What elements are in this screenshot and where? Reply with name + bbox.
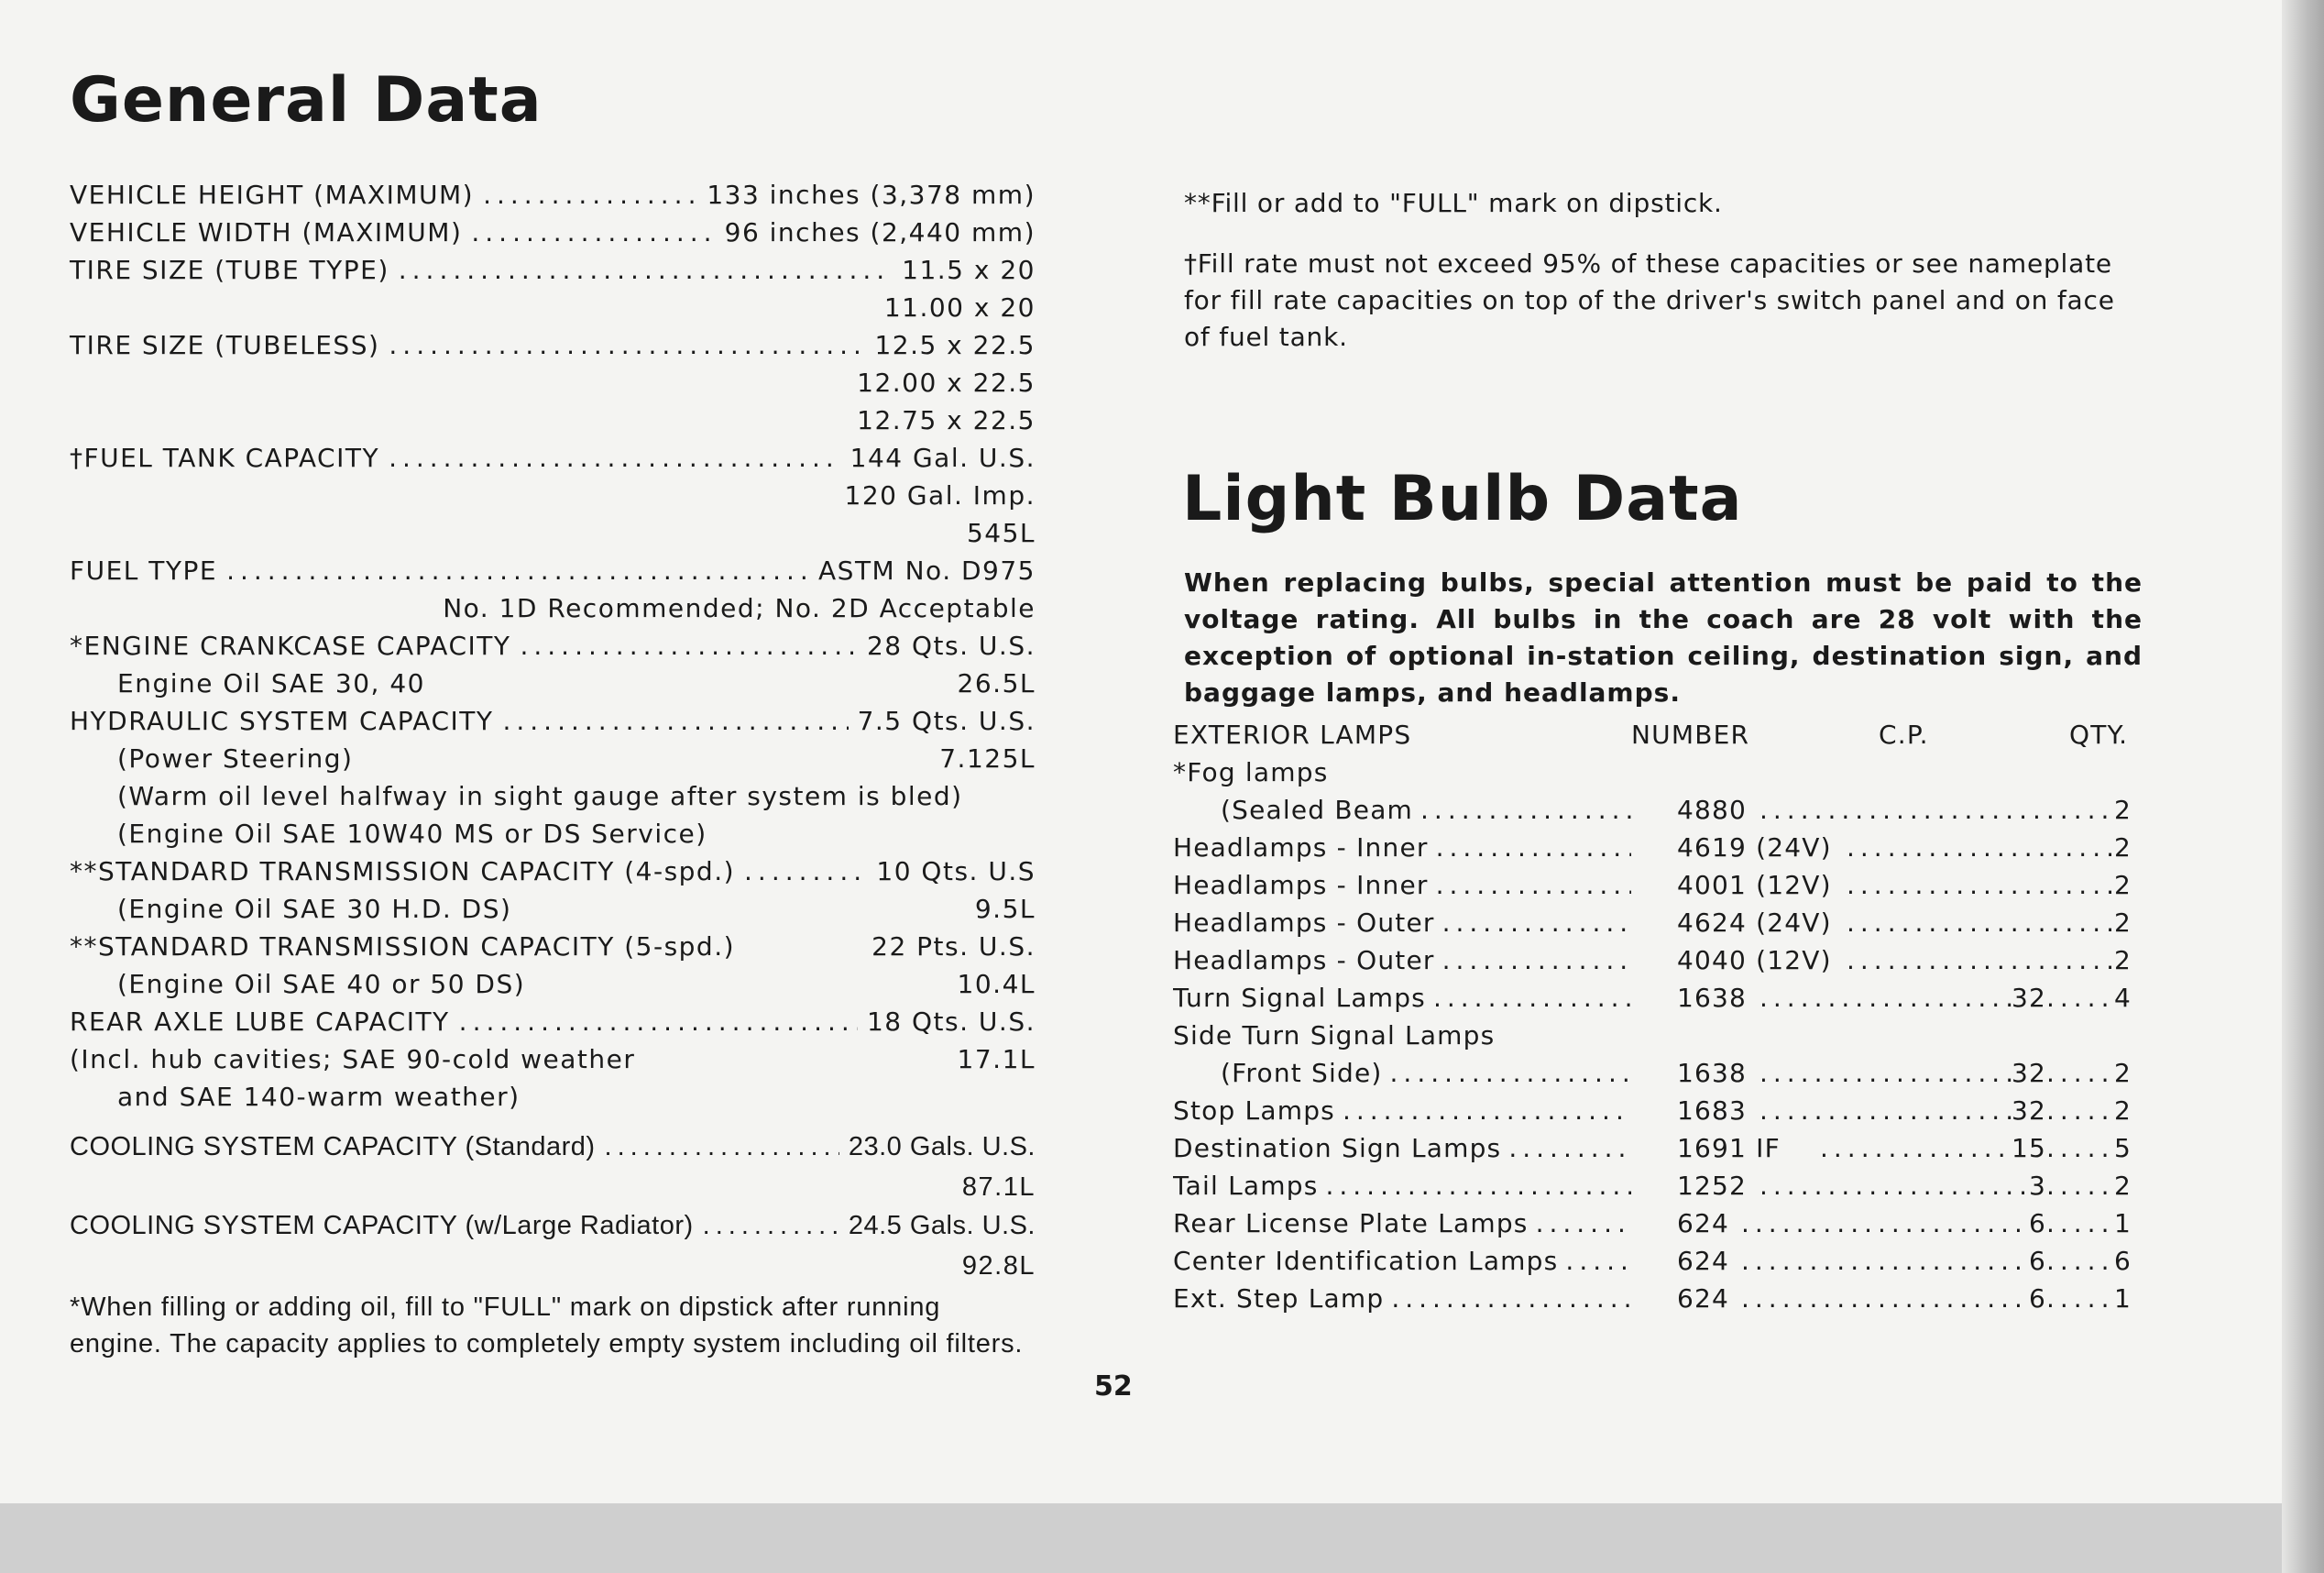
spec-row: HYDRAULIC SYSTEM CAPACITY ..... 7.5 Qts. U.S. [70, 704, 1036, 739]
spec-row: No. 1D Recommended; No. 2D Acceptable [443, 593, 1036, 623]
lamp-row: Headlamps - Inner ..... 4619 (24V) ..... 2 [1173, 830, 2132, 866]
spec-row: (Warm oil level halfway in sight gauge after system is bled) [117, 781, 963, 811]
spec-row: VEHICLE HEIGHT (MAXIMUM) ..... 133 inches (3,378 mm) [70, 178, 1036, 213]
spec-row: TIRE SIZE (TUBE TYPE) ..... 11.5 x 20 [70, 253, 1036, 288]
fill-rate-note: †Fill rate must not exceed 95% of these capacities or see nameplate for fill rate capacities on top of the driver's switch panel and on face of fuel tank. [1184, 248, 2115, 352]
header-number: NUMBER [1631, 720, 1750, 750]
spec-row: 11.00 x 20 [883, 292, 1036, 323]
page-shadow [0, 1503, 2324, 1573]
spec-row: **STANDARD TRANSMISSION CAPACITY (4-spd.) ..... 10 Qts. U.S [70, 854, 1036, 889]
spec-row: (Engine Oil SAE 40 or 50 DS) 10.4L [117, 969, 1036, 999]
lamp-row: *Fog lamps [1173, 757, 1329, 787]
lamp-row: (Front Side) ..... 1638 ..... 32 ..... 2 [1173, 1055, 2132, 1092]
spec-row: 12.00 x 22.5 [857, 368, 1036, 398]
page-number: 52 [1094, 1370, 1133, 1402]
lamp-row: Center Identification Lamps ..... 624 ..... 6 ..... 6 [1173, 1243, 2132, 1280]
spec-row: (Incl. hub cavities; SAE 90-cold weather 17.1L [70, 1044, 1036, 1074]
header-qty: QTY. [2069, 720, 2129, 750]
lamp-row: (Sealed Beam ..... 4880 ..... 2 [1173, 792, 2132, 829]
spec-row: †FUEL TANK CAPACITY ..... 144 Gal. U.S. [70, 441, 1036, 476]
light-bulb-data-title: Light Bulb Data [1182, 463, 1743, 535]
lamp-row: Side Turn Signal Lamps [1173, 1020, 1496, 1050]
bulb-intro-paragraph: When replacing bulbs, special attention must be paid to the voltage rating. All bulbs in the coach are 28 volt with the exception of optional in-station ceiling, destination sign, and baggage lamps, and headlamps. [1184, 567, 2143, 708]
spec-row: FUEL TYPE ..... ASTM No. D975 [70, 554, 1036, 588]
spec-row: *ENGINE CRANKCASE CAPACITY ..... 28 Qts. U.S. [70, 629, 1036, 664]
oil-footnote: *When filling or adding oil, fill to "FULL" mark on dipstick after running engine. The capacity applies to completely empty system including oil filters. [70, 1292, 1024, 1358]
lamp-row: Tail Lamps ..... 1252 ..... 3 ..... 2 [1173, 1168, 2132, 1204]
header-exterior-lamps: EXTERIOR LAMPS [1173, 720, 1412, 750]
header-cp: C.P. [1879, 720, 1929, 750]
lamp-row: Rear License Plate Lamps ..... 624 ..... 6 ..... 1 [1173, 1205, 2132, 1242]
lamps-header-row [1173, 717, 2132, 754]
dipstick-note: **Fill or add to "FULL" mark on dipstick. [1184, 188, 1723, 218]
spec-row: COOLING SYSTEM CAPACITY (Standard) ..... 23.0 Gals. U.S. [70, 1129, 1036, 1164]
spec-row: (Engine Oil SAE 10W40 MS or DS Service) [117, 819, 707, 849]
spec-row: 120 Gal. Imp. [844, 480, 1036, 511]
spec-row: 12.75 x 22.5 [857, 405, 1036, 435]
spec-row: Engine Oil SAE 30, 40 26.5L [117, 668, 1036, 698]
spec-row: **STANDARD TRANSMISSION CAPACITY (5-spd.) 22 Pts. U.S. [70, 931, 1036, 962]
spec-row: TIRE SIZE (TUBELESS) ..... 12.5 x 22.5 [70, 328, 1036, 363]
general-data-title: General Data [70, 64, 543, 137]
spec-row: REAR AXLE LUBE CAPACITY ..... 18 Qts. U.S. [70, 1005, 1036, 1040]
spec-row: COOLING SYSTEM CAPACITY (w/Large Radiator) ..... 24.5 Gals. U.S. [70, 1208, 1036, 1243]
lamp-row: Headlamps - Outer ..... 4040 (12V) ..... 2 [1173, 942, 2132, 979]
lamp-row: Headlamps - Inner ..... 4001 (12V) ..... 2 [1173, 867, 2132, 904]
lamp-row: Headlamps - Outer ..... 4624 (24V) ..... 2 [1173, 905, 2132, 941]
spec-row: and SAE 140-warm weather) [117, 1082, 521, 1112]
page-edge [2282, 0, 2324, 1573]
spec-row: 545L [966, 518, 1036, 548]
spec-row: (Engine Oil SAE 30 H.D. DS) 9.5L [117, 894, 1036, 924]
lamp-row: Stop Lamps ..... 1683 ..... 32 ..... 2 [1173, 1093, 2132, 1129]
spec-row: 87.1L [961, 1172, 1036, 1202]
spec-row: (Power Steering) 7.125L [117, 743, 1036, 774]
lamp-row: Ext. Step Lamp ..... 624 ..... 6 ..... 1 [1173, 1281, 2132, 1317]
lamp-row: Destination Sign Lamps ..... 1691 IF ..... 15 ..... 5 [1173, 1130, 2132, 1167]
lamp-row: Turn Signal Lamps ..... 1638 ..... 32 ..... 4 [1173, 980, 2132, 1017]
spec-row: VEHICLE WIDTH (MAXIMUM) ..... 96 inches (2,440 mm) [70, 215, 1036, 250]
spec-row: 92.8L [961, 1251, 1036, 1281]
